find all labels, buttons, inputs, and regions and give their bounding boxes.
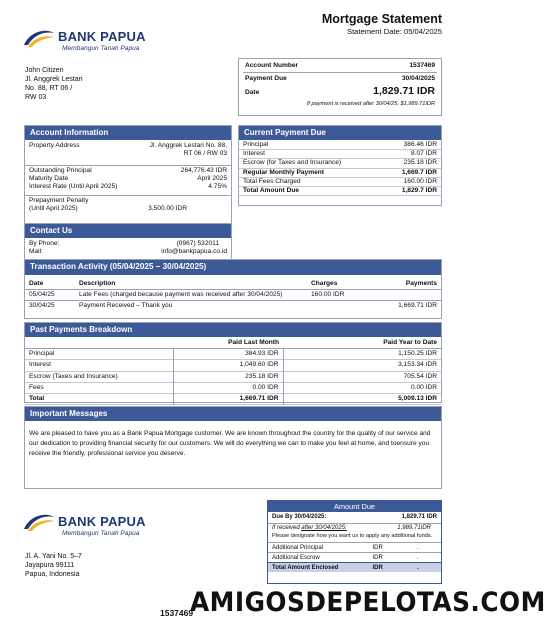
customer-address-line: No. 88, RT 06 /: [25, 85, 73, 93]
payment-item-value: 235.18 IDR: [403, 159, 437, 167]
messages-body: We are pleased to have you as a Bank Papua Mortgage customer. We are known throughout the country for the quality of our service and our dedication to providing financial security for our customers. We will do everything we can to make you feel at home, and toensure you receive the friendly, professional service you deserve.: [29, 430, 431, 458]
col-paid-last-month: Paid Last Month: [228, 339, 279, 346]
total-enclosed-currency: IDR: [372, 564, 383, 571]
payment-due-value: 30/04/2025: [401, 75, 435, 83]
table-row: [239, 141, 441, 150]
account-info-label: Interest Rate (Until April 2025): [29, 183, 118, 191]
late-amount-value: 1,989.71IDR: [397, 524, 431, 531]
additional-funds-instruction: Please designate how you want us to apply any additional funds.: [272, 533, 433, 539]
due-by-row: [268, 512, 441, 522]
past-last-month: 0.00 IDR: [173, 382, 283, 393]
transactions-panel: [24, 259, 442, 319]
bank-address: [25, 552, 82, 579]
tx-description: Late Fees (charged because payment was received after 30/04/2025): [79, 291, 283, 299]
date-label: Date: [245, 89, 260, 97]
additional-funds-label: Additional Escrow: [272, 554, 320, 561]
past-ytd: 3,153.34 IDR: [398, 361, 437, 369]
current-payment-panel: [238, 125, 442, 206]
current-payment-heading: Current Payment Due: [239, 126, 441, 140]
table-row: [239, 168, 441, 177]
bank-address-line: Papua, Indonesia: [25, 571, 80, 579]
col-paid-ytd: Paid Year to Date: [383, 339, 437, 346]
tx-payments: 1,669.71 IDR: [398, 302, 437, 310]
contact-panel: [24, 223, 232, 261]
current-payment-table: [239, 141, 441, 196]
table-row: [239, 159, 441, 168]
page-title: Mortgage Statement: [321, 12, 442, 26]
footer-logo: [22, 511, 182, 547]
amount-value: 1,829.71 IDR: [373, 85, 435, 98]
payment-due-label: Payment Due: [245, 75, 287, 83]
payment-item-value: 1,829.7 IDR: [401, 187, 437, 195]
footer-account-number: 1537469: [160, 608, 194, 618]
additional-funds-field[interactable]: .: [417, 554, 419, 561]
penalty-label: (Until April 2025): [29, 204, 78, 212]
account-info-rows: [25, 166, 231, 192]
account-info-row: [25, 167, 231, 175]
tx-payments: [371, 290, 441, 301]
past-item-label: Total: [25, 394, 173, 405]
tx-description: Payment Received – Thank you: [79, 302, 173, 310]
bank-address-line: Jl. A. Yani No. 5–7: [25, 553, 82, 560]
col-description: Description: [79, 280, 116, 287]
col-charges: Charges: [311, 280, 338, 287]
mail-link[interactable]: info@bankpapua.co.id: [161, 248, 227, 256]
messages-heading: Important Messages: [25, 407, 441, 421]
late-note: If payment is received after 30/04/25, $1,989.71IDR: [306, 100, 435, 107]
additional-funds-currency: IDR: [372, 544, 383, 551]
amount-due-heading: Amount Due: [268, 501, 441, 512]
table-row: [239, 150, 441, 159]
account-info-row: [25, 175, 231, 183]
payment-item-value: 1,669.7 IDR: [401, 168, 437, 176]
brand-name: BANK PAPUA: [58, 29, 146, 44]
customer-address: [25, 66, 83, 102]
table-row: [25, 301, 441, 312]
table-row: [25, 349, 441, 360]
mail-row: [25, 248, 231, 256]
due-by-label: Due By 30/04/2025:: [272, 514, 327, 520]
amount-row: [243, 83, 437, 98]
transactions-heading: Transaction Activity (05/04/2025 – 30/04/2025): [25, 260, 441, 275]
due-by-value: 1,829.71 IDR: [401, 514, 437, 520]
property-address-value: RT 06 / RW 03: [183, 150, 227, 158]
penalty-label: Prepayment Penalty: [29, 196, 89, 204]
past-last-month: 384.93 IDR: [173, 349, 283, 360]
customer-address-line: RW 03: [25, 94, 47, 102]
payment-item-label: Escrow (for Taxes and Insurance): [243, 159, 342, 167]
header-logo: [22, 27, 162, 61]
account-info-label: Maturity Date: [29, 175, 69, 183]
past-payments-panel: [24, 322, 442, 403]
payment-item-label: Regular Monthly Payment: [243, 168, 324, 176]
tx-charges: 160.00 IDR: [311, 291, 345, 299]
additional-funds-row: [268, 542, 441, 552]
payment-item-label: Total Fees Charged: [243, 177, 301, 185]
col-item: [25, 338, 173, 349]
account-info-value: April 2025: [197, 175, 227, 183]
payment-item-label: Total Amount Due: [243, 187, 300, 195]
penalty-value: 3,500.00 IDR: [148, 204, 187, 212]
past-payments-table: [25, 338, 441, 405]
account-number-value: 1537469: [409, 62, 435, 69]
additional-funds-currency: IDR: [372, 554, 383, 561]
payment-item-value: 160.00 IDR: [403, 177, 437, 185]
payment-due-row: [243, 75, 437, 83]
past-ytd: 1,150.25 IDR: [398, 350, 437, 358]
total-enclosed-row: [268, 562, 441, 572]
phone-row: [25, 238, 231, 248]
past-last-month: 1,049.60 IDR: [173, 360, 283, 371]
phone-value: (0967) 532011: [176, 240, 219, 247]
past-item-label: Interest: [25, 360, 173, 371]
past-ytd: 0.00 IDR: [410, 383, 437, 391]
contact-heading: Contact Us: [25, 224, 231, 238]
tx-date: 05/04/25: [29, 291, 55, 299]
table-row: [25, 360, 441, 371]
bank-logo-icon: [22, 513, 56, 533]
past-last-month: 235.18 IDR: [173, 371, 283, 382]
brand-tagline: Membangun Tanah Papua: [62, 530, 140, 537]
account-info-heading: Account Information: [25, 126, 231, 140]
transactions-table: [25, 279, 441, 312]
mail-label: Mail:: [29, 248, 43, 256]
total-enclosed-field[interactable]: .: [417, 564, 419, 571]
tx-charges: [307, 301, 371, 312]
past-item-label: Escrow (Taxes and Insurance): [25, 371, 173, 382]
table-header-row: [25, 338, 441, 349]
phone-label: By Phone:: [29, 240, 60, 247]
amount-due-coupon: [267, 500, 442, 584]
watermark: AMIGOSDEPELOTAS.COM: [190, 587, 546, 618]
past-item-label: Fees: [25, 382, 173, 393]
account-number-label: Account Number: [245, 62, 299, 69]
account-info-panel: [24, 125, 232, 226]
late-amount-row: [268, 525, 441, 533]
additional-funds-label: Additional Principal: [272, 544, 324, 551]
table-header-row: [25, 279, 441, 290]
statement-date: Statement Date: 05/04/2025: [347, 27, 442, 36]
additional-funds-field[interactable]: .: [417, 544, 419, 551]
property-address-row: [25, 140, 231, 165]
account-info-value: 4.75%: [208, 183, 227, 191]
table-row: [25, 371, 441, 382]
account-info-label: Outstanding Principal: [29, 167, 92, 174]
late-label: If received: [272, 524, 302, 531]
account-info-row: [25, 183, 231, 191]
property-address-label: Property Address: [29, 142, 80, 149]
customer-address-line: Jl. Anggrek Lestari: [25, 76, 83, 84]
payment-item-label: Principal: [243, 141, 269, 148]
payment-item-value: 8.07 IDR: [410, 150, 437, 158]
table-row: [239, 177, 441, 186]
brand-tagline: Membangun Tanah Papua: [62, 45, 140, 52]
property-address-value: Jl. Anggrek Lestari No. 88,: [149, 142, 227, 149]
bank-address-line: Jayapura 99111: [25, 562, 75, 570]
past-item-label: Principal: [25, 349, 173, 360]
brand-name: BANK PAPUA: [58, 514, 146, 529]
col-payments: Payments: [405, 280, 437, 287]
past-ytd: 5,009.13 IDR: [398, 395, 437, 403]
messages-panel: [24, 406, 442, 489]
col-date: Date: [29, 280, 44, 287]
past-ytd: 705.54 IDR: [403, 372, 437, 380]
tx-date: 30/04/25: [29, 302, 55, 310]
account-number-row: [243, 62, 437, 70]
late-label-date: after 30/04/2025:: [301, 524, 347, 531]
table-row: [25, 290, 441, 301]
table-row: [239, 187, 441, 196]
additional-funds-rows: [268, 542, 441, 562]
table-row: [25, 394, 441, 405]
prepayment-penalty-row: [25, 196, 231, 213]
summary-box: [238, 58, 442, 116]
customer-name: John Citizen: [25, 67, 64, 74]
bank-logo-icon: [22, 29, 56, 49]
table-row: [25, 382, 441, 393]
payment-item-label: Interest: [243, 150, 265, 158]
payment-item-value: 386.46 IDR: [403, 141, 437, 148]
additional-funds-row: [268, 552, 441, 562]
total-enclosed-label: Total Amount Enclosed: [272, 564, 339, 571]
past-last-month: 1,669.71 IDR: [173, 394, 283, 405]
past-payments-heading: Past Payments Breakdown: [25, 323, 441, 337]
account-info-value: 264,776.43 IDR: [180, 167, 227, 174]
